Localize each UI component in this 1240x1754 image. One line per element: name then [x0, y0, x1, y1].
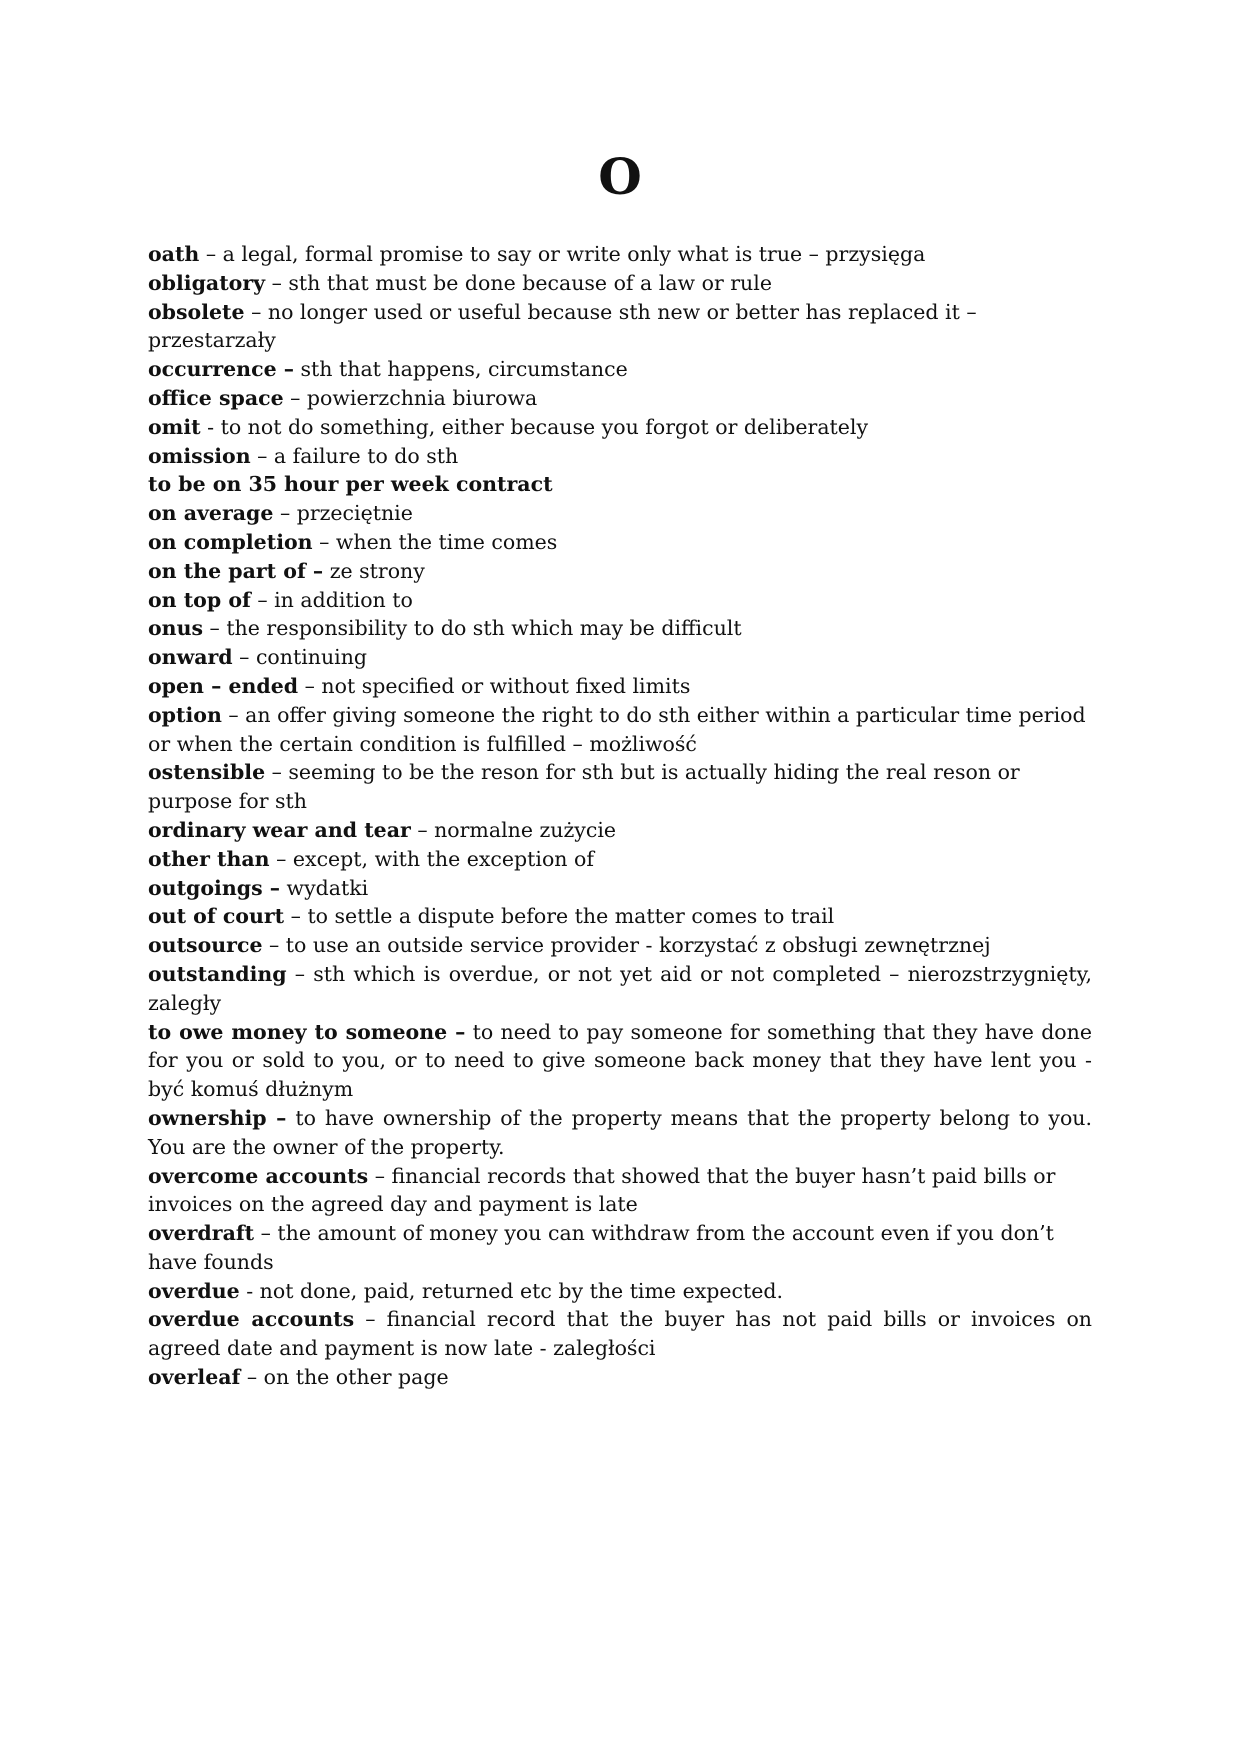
glossary-entry: [148, 557, 1092, 586]
glossary-entry: [148, 1305, 1092, 1363]
glossary-definition: – przeciętnie: [273, 501, 413, 526]
glossary-term: overdue: [148, 1278, 240, 1303]
glossary-entry: [148, 845, 1092, 874]
glossary-term: occurrence –: [148, 357, 295, 382]
glossary-term: overcome accounts: [148, 1163, 369, 1188]
glossary-term: on average: [148, 501, 274, 526]
glossary-definition: – powierzchnia biurowa: [283, 385, 538, 410]
glossary-definition: – not specified or without fixed limits: [298, 673, 691, 698]
glossary-entry: [148, 298, 1092, 356]
glossary-term: onward: [148, 645, 233, 670]
glossary-term: omit: [148, 414, 201, 439]
glossary-entry: [148, 442, 1092, 471]
glossary-entry: [148, 643, 1092, 672]
glossary-definition: – in addition to: [250, 587, 413, 612]
glossary-term: omission: [148, 443, 251, 468]
glossary-entry: [148, 1363, 1092, 1392]
glossary-term: office space: [148, 385, 284, 410]
glossary-entry: [148, 384, 1092, 413]
glossary-term: obsolete: [148, 299, 245, 324]
glossary-definition: - not done, paid, returned etc by the time expected.: [239, 1278, 784, 1303]
glossary-definition: ze strony: [323, 558, 425, 583]
glossary-term: to be on 35 hour per week contract: [148, 472, 553, 497]
page-heading: O: [598, 147, 642, 206]
glossary-term: to owe money to someone –: [148, 1019, 466, 1044]
glossary-term: ordinary wear and tear: [148, 817, 411, 842]
glossary-term: on top of: [148, 587, 251, 612]
glossary-definition: – except, with the exception of: [269, 846, 594, 871]
glossary-definition: – to use an outside service provider - korzystać z obsługi zewnętrznej: [262, 933, 991, 958]
glossary-term: onus: [148, 616, 204, 641]
glossary-definition: wydatki: [280, 875, 369, 900]
glossary-term: on the part of –: [148, 558, 324, 583]
glossary-definition: – sth which is overdue, or not yet aid or not completed – nierozstrzygnięty, zaległy: [148, 961, 1092, 1015]
glossary-entry: [148, 758, 1092, 816]
glossary-entry: [148, 499, 1092, 528]
glossary-term: on completion: [148, 529, 313, 554]
glossary-entry: [148, 586, 1092, 615]
glossary-definition: – the amount of money you can withdraw from the account even if you don’t have founds: [148, 1221, 1054, 1274]
glossary-definition: – no longer used or useful because sth new or better has replaced it – przestarzały: [148, 299, 977, 353]
glossary-term: out of court: [148, 904, 285, 929]
glossary-term: open – ended: [148, 673, 299, 698]
glossary-entry: [148, 1162, 1092, 1220]
glossary-term: outsource: [148, 933, 263, 958]
glossary-term: option: [148, 702, 222, 727]
glossary-term: ownership –: [148, 1105, 287, 1130]
glossary-entry: [148, 470, 1092, 499]
glossary-entry: [148, 1018, 1092, 1104]
glossary-definition: – an offer giving someone the right to do sth either within a particular time period or when the certain condition is fulfilled – możliwość: [148, 702, 1086, 756]
glossary-entry: [148, 672, 1092, 701]
glossary-definition: – a legal, formal promise to say or write only what is true – przysięga: [199, 242, 926, 266]
glossary-definition: sth that happens, circumstance: [294, 357, 628, 382]
glossary-entry: [148, 816, 1092, 845]
glossary-definition: – the responsibility to do sth which may be difficult: [203, 616, 742, 641]
glossary-definition: to need to pay someone for something that they have done for you or sold to you, or to need to give someone back money that they have lent you - być komuś dłużnym: [148, 1019, 1092, 1102]
glossary-entry: [148, 874, 1092, 903]
glossary-term: outstanding: [148, 961, 287, 986]
glossary-entry: [148, 355, 1092, 384]
glossary-definition: – a failure to do sth: [250, 443, 459, 468]
glossary-definition: – when the time comes: [312, 529, 558, 554]
glossary-term: oath: [148, 242, 200, 266]
glossary-entry: [148, 902, 1092, 931]
glossary-term: other than: [148, 846, 270, 871]
glossary-list: [148, 240, 1092, 1392]
glossary-definition: – seeming to be the reson for sth but is actually hiding the real reson or purpose for sth: [148, 760, 1020, 814]
glossary-definition: – normalne zużycie: [410, 817, 617, 842]
glossary-term: obligatory: [148, 270, 266, 295]
glossary-entry: [148, 528, 1092, 557]
glossary-definition: – to settle a dispute before the matter comes to trail: [284, 904, 835, 929]
glossary-definition: – sth that must be done because of a law or rule: [265, 270, 772, 295]
glossary-entry: [148, 1277, 1092, 1306]
glossary-term: outgoings –: [148, 875, 281, 900]
glossary-definition: - to not do something, either because you forgot or deliberately: [200, 414, 869, 439]
glossary-definition: – financial record that the buyer has not paid bills or invoices on agreed date and payment is now late - zaległości: [148, 1307, 1092, 1361]
glossary-definition: – on the other page: [240, 1365, 449, 1390]
glossary-term: overdraft: [148, 1221, 255, 1246]
glossary-definition: – financial records that showed that the buyer hasn’t paid bills or invoices on the agreed day and payment is late: [148, 1163, 1056, 1217]
glossary-entry: [148, 1219, 1092, 1277]
glossary-definition: to have ownership of the property means that the property belong to you. You are the owner of the property.: [148, 1105, 1093, 1159]
glossary-term: overdue accounts: [148, 1307, 355, 1332]
glossary-entry: [148, 931, 1092, 960]
glossary-entry: [148, 269, 1092, 298]
glossary-term: ostensible: [148, 760, 266, 785]
glossary-entry: [148, 701, 1092, 759]
glossary-entry: [148, 614, 1092, 643]
glossary-entry: [148, 240, 1092, 269]
glossary-definition: – continuing: [232, 645, 368, 670]
glossary-entry: [148, 960, 1092, 1018]
glossary-entry: [148, 1104, 1092, 1162]
glossary-term: overleaf: [148, 1365, 241, 1390]
glossary-entry: [148, 413, 1092, 442]
